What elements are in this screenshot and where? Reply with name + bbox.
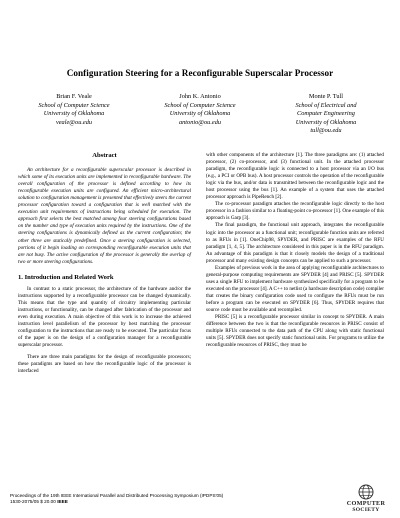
body-paragraph: The final paradigm, the functional unit approach, integrates the reconfigurable logic into the processor as a functional unit; reconfigurable function units are referred to as RFUs in [1]. OneChip98, SPYDER, and PRISC are examples of the RFU paradigm [1, 4, 5]. The architecture considered in this paper is in the RFU paradigm. An advantage of this paradigm is that it closely models the design of a traditional processor and many existing design concepts can be applied to such a processor. — [206, 222, 384, 264]
paper-title: Configuration Steering for a Reconfigurable Superscalar Processor — [66, 68, 334, 78]
author-affiliation: University of Oklahoma — [43, 110, 105, 118]
author-name: Monte P. Tull — [308, 93, 344, 100]
body-paragraph: PRISC [5] is a reconfigurable processor similar in concept to SPYDER. A main difference between the two is that the reconfigurable resources in PRISC consist of multiple RFUs connected to the data path of the CPU along with static functional units [5]. SPYDER does not specify static functional units. For programs to utilize the reconfigurable resources of PRISC, they must be — [206, 314, 384, 349]
footer-isbn: 1530-2075/05 $ 20.00 — [10, 499, 58, 505]
author-affiliation: Computer Engineering — [297, 110, 355, 118]
author-block-2 — [140, 93, 260, 127]
computer-society-logo — [338, 484, 394, 516]
author-block-1 — [14, 93, 134, 127]
author-email: veale@ou.edu — [55, 118, 93, 126]
left-column — [18, 150, 191, 375]
author-affiliation: University of Oklahoma — [295, 118, 357, 126]
author-affiliation: School of Electrical and — [295, 101, 357, 109]
author-email: tull@ou.edu — [310, 127, 342, 135]
author-name: John K. Antonio — [179, 93, 221, 100]
body-paragraph: There are three main paradigms for the design of reconfigurable processors; these paradigms are based on how the reconfigurable logic of the processor is interfaced — [18, 354, 191, 375]
author-affiliation: School of Computer Science — [164, 101, 236, 109]
author-block-3 — [266, 93, 386, 136]
author-name: Brian F. Veale — [56, 93, 92, 100]
logo-text-line-2: SOCIETY — [352, 507, 380, 513]
body-paragraph: with other components of the architecture [1]. The three paradigms are: (1) attached processor, (2) co-processor, and (3) functional unit. In the attached processor paradigm, the reconfigurable logic is connected to a host processor via an I/O bus (e.g., a PCI or OPB bus). A host processor controls the operation of the reconfigurable logic via the bus, and/or data is transmitted between the reconfigurable logic and the host processor using the bus [1]. An example of a system that uses the attached processor approach is PipeRench [2]. — [206, 152, 384, 201]
section-heading: 1. Introduction and Related Work — [18, 273, 114, 281]
proceedings-footer — [10, 493, 223, 506]
footer-ieee: IEEE — [57, 499, 68, 505]
right-column — [206, 152, 384, 349]
body-paragraph: In contrast to a static processor, the architecture of the hardware and/or the instructions supported by a reconfigurable processor can be changed dynamically. This means that the type and quantity of circuitry implementing particular instructions, or functionality, can be changed after fabrication of the processor and even during execution. A main objective of this work is to increase the achieved instruction level parallelism of the processor by best matching the processor configuration to the instructions that are ready to be executed. The particular focus of the paper is on the design of a configuration manager for a reconfigurable superscalar processor. — [18, 285, 191, 349]
author-affiliation: University of Oklahoma — [169, 110, 231, 118]
body-paragraph: The co-processor paradigm attaches the reconfigurable logic directly to the host processor in a fashion similar to a floating-point co-processor [1]. One example of this approach is Garp [3]. — [206, 201, 384, 222]
footer-line-2 — [10, 499, 223, 505]
body-paragraph: Examples of previous work in the area of applying reconfigurable architectures to general-purpose computing requirements are SPYDER [4] and PRISC [5]. SPYDER uses a single RFU to implement hardware synthesized specifically for a program to be executed on the processor [4]. A C++ to netlist (a hardware description code) compiler that creates the binary configuration code used to configure the RFUs must be run before a program can be executed on SPYDER [6]. Thus, SPYDER requires that source code must be available and recompiled. — [206, 264, 384, 314]
abstract-text: An architecture for a reconfigurable superscalar processor is described in which some of its execution units are implemented in reconfigurable hardware. The overall configuration of the processor is defined according to how its reconfigurable execution units are configured. An efficient micro-architectural solution to configuration management is presented that effectively steers the current processor configuration toward a configuration that is well matched with the execution unit requirements of instructions being scheduled for execution. The approach first selects the best matched among four steering configurations based on the number and type of execution units required by the instructions. One of the steering configurations is dynamically defined as the current configuration; the other three are statically predefined. Once a steering configuration is selected, portions of it begin loading on corresponding reconfigurable execution units that are not busy. The active configuration of the processor is generally the overlap of two or more steering configurations. — [18, 167, 191, 265]
abstract-heading: Abstract — [92, 152, 117, 159]
author-affiliation: School of Computer Science — [38, 101, 110, 109]
logo-text-line-1: COMPUTER — [346, 500, 386, 507]
footer-line: Proceedings of the 19th IEEE International Parallel and Distributed Processing Symposium (IPDPS'05) — [10, 493, 224, 498]
author-email: antonio@ou.edu — [179, 118, 221, 126]
logo-emblem-icon — [357, 484, 375, 500]
